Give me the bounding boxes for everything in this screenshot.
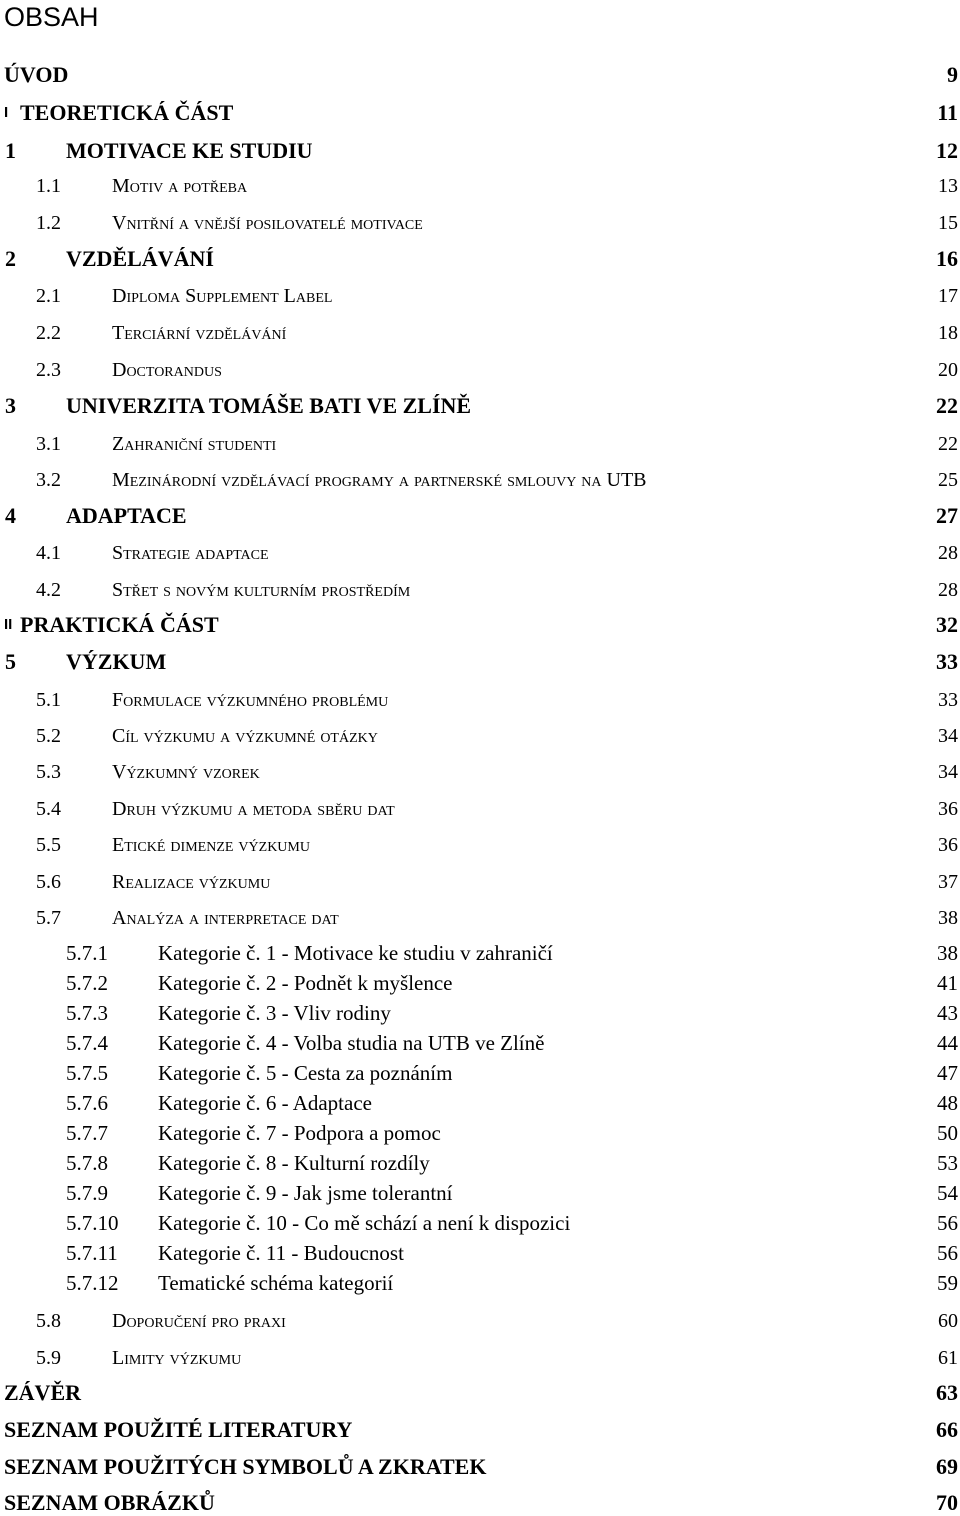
toc-entry[interactable]: [0, 426, 958, 456]
toc-entry-page: 44: [937, 1031, 958, 1055]
toc-entry-page: 11: [937, 100, 958, 125]
toc-entry-title: Doporučení pro praxi: [112, 1310, 286, 1332]
toc-entry-number: 4.2: [36, 579, 61, 601]
toc-entry-title: Kategorie č. 5 - Cesta za poznáním: [158, 1061, 453, 1085]
toc-entry-page: 59: [937, 1271, 958, 1295]
toc-entry-title: Kategorie č. 8 - Kulturní rozdíly: [158, 1151, 430, 1175]
toc-entry-title: Střet s novým kulturním prostředím: [112, 579, 411, 601]
toc-entry-title: Kategorie č. 1 - Motivace ke studiu v zahraničí: [158, 941, 553, 965]
toc-entry-number: 4.1: [36, 542, 61, 564]
toc-entry[interactable]: [0, 1376, 958, 1406]
toc-entry-title: SEZNAM OBRÁZKŮ: [4, 1490, 215, 1515]
toc-entry-title: UNIVERZITA TOMÁŠE BATI VE ZLÍNĚ: [66, 393, 472, 418]
toc-entry[interactable]: [0, 1486, 958, 1516]
toc-entry-page: 56: [937, 1211, 958, 1235]
toc-entry-page: 25: [938, 469, 958, 491]
toc-entry-page: 63: [936, 1380, 958, 1405]
toc-entry-page: 15: [938, 212, 958, 234]
toc-entry-page: 36: [938, 798, 958, 820]
toc-entry-title: Kategorie č. 4 - Volba studia na UTB ve Zlíně: [158, 1031, 545, 1055]
toc-entry-title: Diploma Supplement Label: [112, 285, 333, 307]
toc-entry-number: II: [4, 616, 13, 633]
toc-entry[interactable]: [0, 96, 958, 126]
toc-entry-number: 5.4: [36, 798, 61, 820]
toc-entry-number: 2.2: [36, 322, 61, 344]
toc-entry[interactable]: [0, 205, 958, 235]
toc-entry-title: Kategorie č. 11 - Budoucnost: [158, 1241, 404, 1265]
toc-entry[interactable]: [0, 1026, 958, 1056]
toc-entry-page: 9: [947, 62, 958, 87]
toc-entry-title: Cíl výzkumu a výzkumné otázky: [112, 725, 378, 747]
toc-entry-title: Formulace výzkumného problému: [112, 689, 389, 711]
toc-entry-page: 20: [938, 359, 958, 381]
toc-entry-title: Motiv a potřeba: [112, 175, 248, 197]
toc-entry[interactable]: [0, 791, 958, 821]
toc-entry-page: 33: [938, 689, 958, 711]
toc-entry-page: 18: [938, 322, 958, 344]
toc-entry[interactable]: [0, 58, 958, 88]
toc-entry[interactable]: [0, 168, 958, 198]
toc-entry-page: 17: [938, 285, 958, 307]
toc-entry-number: 5.7.4: [66, 1031, 108, 1055]
toc-entry[interactable]: [0, 352, 958, 382]
toc-entry-page: 34: [938, 725, 958, 747]
toc-entry[interactable]: [0, 1086, 958, 1116]
toc-entry-number: 5.7.2: [66, 971, 108, 995]
toc-entry-number: 2.1: [36, 285, 61, 307]
toc-entry-page: 22: [936, 393, 958, 418]
toc-entry-page: 27: [936, 503, 958, 528]
toc-entry-page: 38: [937, 941, 958, 965]
toc-entry-number: 5.5: [36, 834, 61, 856]
toc-entry[interactable]: [0, 572, 958, 602]
toc-entry[interactable]: [0, 278, 958, 308]
toc-entry-number: 5.7.3: [66, 1001, 108, 1025]
toc-entry-page: 70: [936, 1490, 958, 1515]
toc-entry-title: Terciární vzdělávání: [112, 322, 287, 344]
toc-entry-page: 54: [937, 1181, 958, 1205]
toc-entry-number: I: [4, 104, 9, 121]
toc-entry-page: 28: [938, 542, 958, 564]
toc-entry-page: 60: [938, 1310, 958, 1332]
toc-entry[interactable]: [0, 1206, 958, 1236]
toc-entry-title: Doctorandus: [112, 359, 222, 381]
toc-entry-title: ZÁVĚR: [4, 1380, 82, 1405]
toc-entry-number: 5.7.6: [66, 1091, 108, 1115]
toc-entry-page: 43: [937, 1001, 958, 1025]
toc-entry-page: 41: [937, 971, 958, 995]
toc-entry-number: 5.8: [36, 1310, 61, 1332]
toc-entry[interactable]: [0, 389, 958, 419]
toc-entry-title: TEORETICKÁ ČÁST: [20, 100, 234, 125]
toc-entry-page: 37: [938, 871, 958, 893]
toc-entry[interactable]: [0, 900, 958, 930]
toc-entry-number: 5.6: [36, 871, 61, 893]
toc-entry[interactable]: [0, 499, 958, 529]
toc-entry[interactable]: [0, 827, 958, 857]
toc-entry-title: Výzkumný vzorek: [112, 761, 260, 783]
toc-entry-title: Zahraniční studenti: [112, 433, 277, 455]
toc-entry-title: MOTIVACE KE STUDIU: [66, 138, 313, 163]
toc-entry-number: 5.7.1: [66, 941, 108, 965]
toc-entry[interactable]: [0, 1303, 958, 1333]
toc-entry-title: Limity výzkumu: [112, 1347, 242, 1369]
toc-entry-title: Kategorie č. 7 - Podpora a pomoc: [158, 1121, 441, 1145]
toc-entry-number: 5.1: [36, 689, 61, 711]
toc-entry[interactable]: [0, 1116, 958, 1146]
toc-entry-title: Analýza a interpretace dat: [112, 907, 339, 929]
toc-entry-page: 22: [938, 433, 958, 455]
toc-entry-number: 5.7.5: [66, 1061, 108, 1085]
toc-entry-number: 5.7.8: [66, 1151, 108, 1175]
toc-entry-title: Mezinárodní vzdělávací programy a partnerské smlouvy na UTB: [112, 469, 647, 491]
toc-entry-title: Tematické schéma kategorií: [158, 1271, 394, 1295]
toc-entry-number: 3.1: [36, 433, 61, 455]
toc-entry-number: 5.7.7: [66, 1121, 108, 1145]
toc-entry[interactable]: [0, 462, 958, 492]
toc-entry-number: 2.3: [36, 359, 61, 381]
toc-entry[interactable]: [0, 996, 958, 1026]
toc-entry-number: 5.7.9: [66, 1181, 108, 1205]
toc-entry-page: 61: [938, 1347, 958, 1369]
toc-entry[interactable]: [0, 1266, 958, 1296]
toc-entry-number: 2: [5, 246, 16, 271]
toc-entry-number: 1.2: [36, 212, 61, 234]
toc-entry-number: 5.7.11: [66, 1241, 118, 1265]
toc-entry-page: 53: [937, 1151, 958, 1175]
toc-entry-title: Kategorie č. 10 - Co mě schází a není k dispozici: [158, 1211, 571, 1235]
toc-entry-page: 12: [936, 138, 958, 163]
toc-entry-title: ADAPTACE: [66, 503, 187, 528]
toc-entry-page: 13: [938, 175, 958, 197]
toc-entry[interactable]: [0, 718, 958, 748]
toc-entry-number: 5.7: [36, 907, 61, 929]
toc-entry-page: 28: [938, 579, 958, 601]
toc-entry-number: 5.7.10: [66, 1211, 119, 1235]
toc-entry-title: Vnitřní a vnější posilovatelé motivace: [112, 212, 423, 234]
toc-entry-title: Etické dimenze výzkumu: [112, 834, 310, 856]
toc-entry-page: 38: [938, 907, 958, 929]
toc-entry-title: Kategorie č. 9 - Jak jsme tolerantní: [158, 1181, 453, 1205]
toc-entry-title: Kategorie č. 2 - Podnět k myšlence: [158, 971, 453, 995]
toc-entry[interactable]: [0, 315, 958, 345]
toc-entry-title: SEZNAM POUŽITÉ LITERATURY: [4, 1417, 353, 1442]
toc-entry-title: VÝZKUM: [66, 649, 167, 674]
toc-entry-number: 5.2: [36, 725, 61, 747]
toc-entry[interactable]: [0, 936, 958, 966]
toc-entry-title: VZDĚLÁVÁNÍ: [66, 246, 214, 271]
toc-entry[interactable]: [0, 608, 958, 638]
toc-entry-title: Kategorie č. 3 - Vliv rodiny: [158, 1001, 391, 1025]
toc-entry-title: Realizace výzkumu: [112, 871, 271, 893]
toc-entry-title: Kategorie č. 6 - Adaptace: [158, 1091, 372, 1115]
toc-entry-number: 3.2: [36, 469, 61, 491]
toc-entry-page: 48: [937, 1091, 958, 1115]
toc-entry-number: 3: [5, 393, 16, 418]
toc-entry[interactable]: [0, 1056, 958, 1086]
toc-entry[interactable]: [0, 1413, 958, 1443]
toc-entry-title: Druh výzkumu a metoda sběru dat: [112, 798, 395, 820]
toc-entry[interactable]: [0, 682, 958, 712]
toc-entry[interactable]: [0, 1340, 958, 1370]
toc-entry-number: 4: [5, 503, 16, 528]
toc-entry[interactable]: [0, 535, 958, 565]
toc-entry[interactable]: [0, 645, 958, 675]
toc-entry-title: Strategie adaptace: [112, 542, 269, 564]
toc-entry[interactable]: [0, 754, 958, 784]
page-title: OBSAH: [4, 2, 99, 32]
toc-entry[interactable]: [0, 1236, 958, 1266]
toc-entry[interactable]: [0, 242, 958, 272]
toc-entry-page: 56: [937, 1241, 958, 1265]
toc-entry-page: 66: [936, 1417, 958, 1442]
toc-entry[interactable]: [0, 966, 958, 996]
toc-entry-title: ÚVOD: [4, 62, 69, 87]
toc-entry-page: 33: [936, 649, 958, 674]
toc-entry[interactable]: [0, 1450, 958, 1480]
toc-entry-page: 32: [936, 612, 958, 637]
toc-entry-page: 50: [937, 1121, 958, 1145]
toc-entry-number: 5.9: [36, 1347, 61, 1369]
toc-entry-page: 34: [938, 761, 958, 783]
toc-entry[interactable]: [0, 134, 958, 164]
toc-entry-number: 5.7.12: [66, 1271, 119, 1295]
toc-entry-number: 1: [5, 138, 16, 163]
toc-entry[interactable]: [0, 1146, 958, 1176]
toc-entry-number: 5: [5, 649, 16, 674]
toc-entry[interactable]: [0, 1176, 958, 1206]
toc-entry-page: 69: [936, 1454, 958, 1479]
toc-entry-number: 1.1: [36, 175, 61, 197]
toc-entry-page: 47: [937, 1061, 958, 1085]
toc-entry-title: SEZNAM POUŽITÝCH SYMBOLŮ A ZKRATEK: [4, 1454, 487, 1479]
toc-entry-page: 16: [936, 246, 958, 271]
toc-entry[interactable]: [0, 864, 958, 894]
toc-entry-number: 5.3: [36, 761, 61, 783]
toc-entry-title: PRAKTICKÁ ČÁST: [20, 612, 219, 637]
toc-entry-page: 36: [938, 834, 958, 856]
